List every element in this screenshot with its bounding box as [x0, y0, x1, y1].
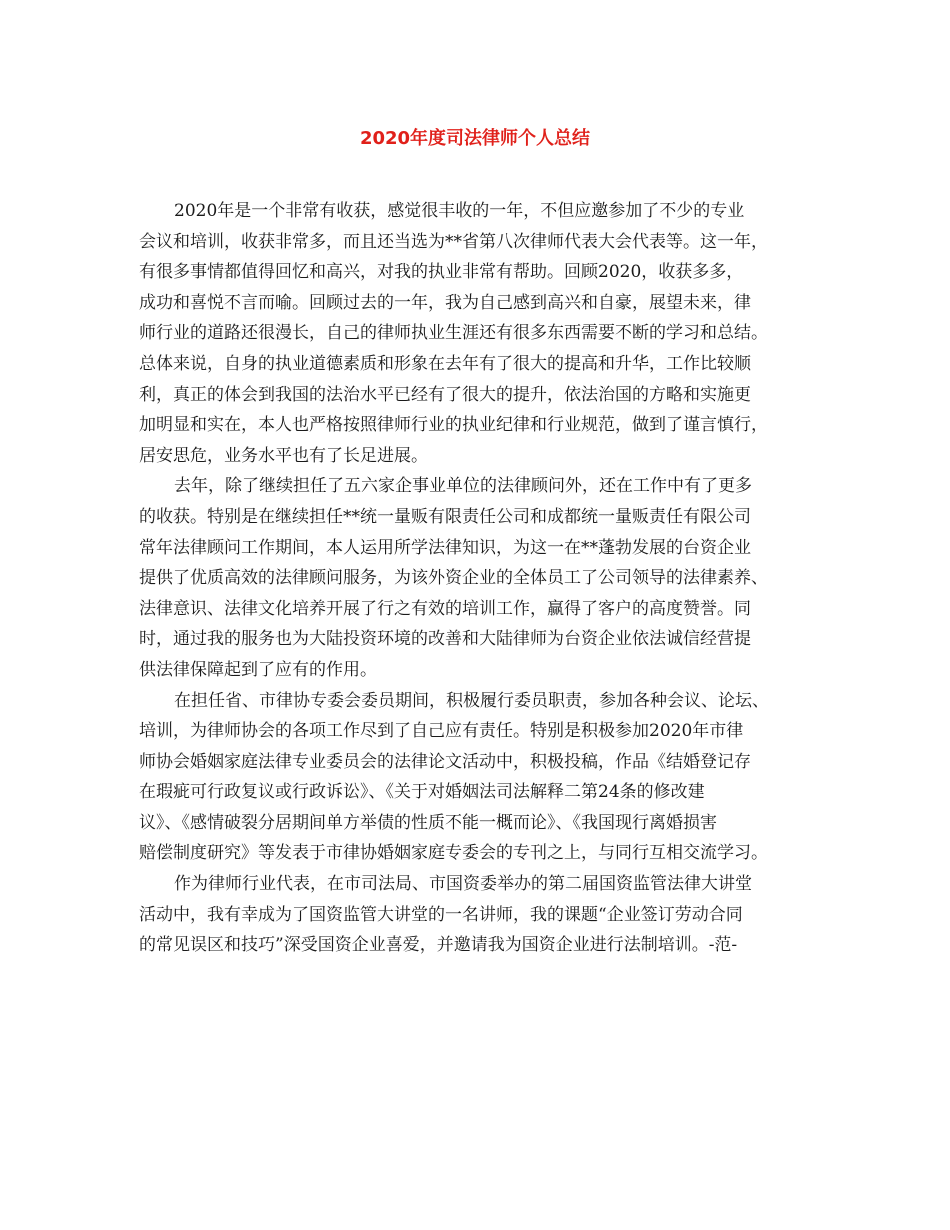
paragraph-4-line-1: 作为律师行业代表，在市司法局、市国资委举办的第二届国资监管法律大讲堂 — [174, 874, 752, 895]
paragraph-2-line-4: 提供了优质高效的法律顾问服务，为该外资企业的全体员工了公司领导的法律素养、 — [139, 568, 768, 589]
paragraph-3-line-6: 赔偿制度研究》等发表于市律协婚姻家庭专委会的专刊之上，与同行互相交流学习。 — [139, 843, 768, 864]
document-body — [139, 196, 839, 961]
paragraph-2-line-3: 常年法律顾问工作期间，本人运用所学法律知识，为这一在**蓬勃发展的台资企业 — [139, 537, 751, 558]
document-title: 2020年度司法律师个人总结 — [359, 128, 591, 149]
paragraph-3-line-4: 在瑕疵可行政复议或行政诉讼》、《关于对婚姻法司法解释二第24条的修改建 — [139, 782, 705, 803]
paragraph-3-line-2: 培训，为律师协会的各项工作尽到了自己应有责任。特别是积极参加2020年市律 — [139, 721, 744, 742]
paragraph-2-line-1: 去年，除了继续担任了五六家企事业单位的法律顾问外，还在工作中有了更多 — [174, 476, 752, 497]
paragraph-1-line-5: 师行业的道路还很漫长，自己的律师执业生涯还有很多东西需要不断的学习和总结。 — [139, 323, 768, 344]
paragraph-1-line-3: 有很多事情都值得回忆和高兴，对我的执业非常有帮助。回顾2020，收获多多， — [139, 262, 744, 283]
paragraph-1-line-8: 加明显和实在，本人也严格按照律师行业的执业纪律和行业规范，做到了谨言慎行， — [139, 415, 768, 436]
paragraph-2-line-6: 时，通过我的服务也为大陆投资环境的改善和大陆律师为台资企业依法诚信经营提 — [139, 629, 751, 650]
paragraph-2-line-5: 法律意识、法律文化培养开展了行之有效的培训工作，赢得了客户的高度赞誉。同 — [139, 598, 751, 619]
paragraph-2-line-2: 的收获。特别是在继续担任**统一量贩有限责任公司和成都统一量贩责任有限公司 — [139, 506, 751, 527]
paragraph-3-line-5: 议》、《感情破裂分居期间单方举债的性质不能一概而论》、《我国现行离婚损害 — [139, 812, 717, 833]
paragraph-1-line-4: 成功和喜悦不言而喻。回顾过去的一年，我为自己感到高兴和自豪，展望未来，律 — [139, 292, 751, 313]
paragraph-1-line-2: 会议和培训，收获非常多，而且还当选为**省第八次律师代表大会代表等。这一年， — [139, 231, 768, 252]
paragraph-3-line-1: 在担任省、市律协专委会委员期间，积极履行委员职责，参加各种会议、论坛、 — [174, 690, 769, 711]
paragraph-3-line-3: 师协会婚姻家庭法律专业委员会的法律论文活动中，积极投稿，作品《结婚登记存 — [139, 751, 751, 772]
paragraph-1-line-7: 利，真正的体会到我国的法治水平已经有了很大的提升，依法治国的方略和实施更 — [139, 384, 751, 405]
paragraph-1-line-1: 2020年是一个非常有收获，感觉很丰收的一年，不但应邀参加了不少的专业 — [174, 201, 745, 221]
paragraph-4-line-3: 的常见误区和技巧”深受国资企业喜爱，并邀请我为国资企业进行法制培训。-范- — [139, 935, 738, 956]
paragraph-1-line-6: 总体来说，自身的执业道德素质和形象在去年有了很大的提高和升华，工作比较顺 — [139, 353, 751, 374]
paragraph-2-line-7: 供法律保障起到了应有的作用。 — [139, 659, 377, 680]
paragraph-1-line-9: 居安思危，业务水平也有了长足进展。 — [139, 445, 428, 466]
paragraph-4-line-2: 活动中，我有幸成为了国资监管大讲堂的一名讲师，我的课题“企业签订劳动合同 — [139, 904, 743, 925]
